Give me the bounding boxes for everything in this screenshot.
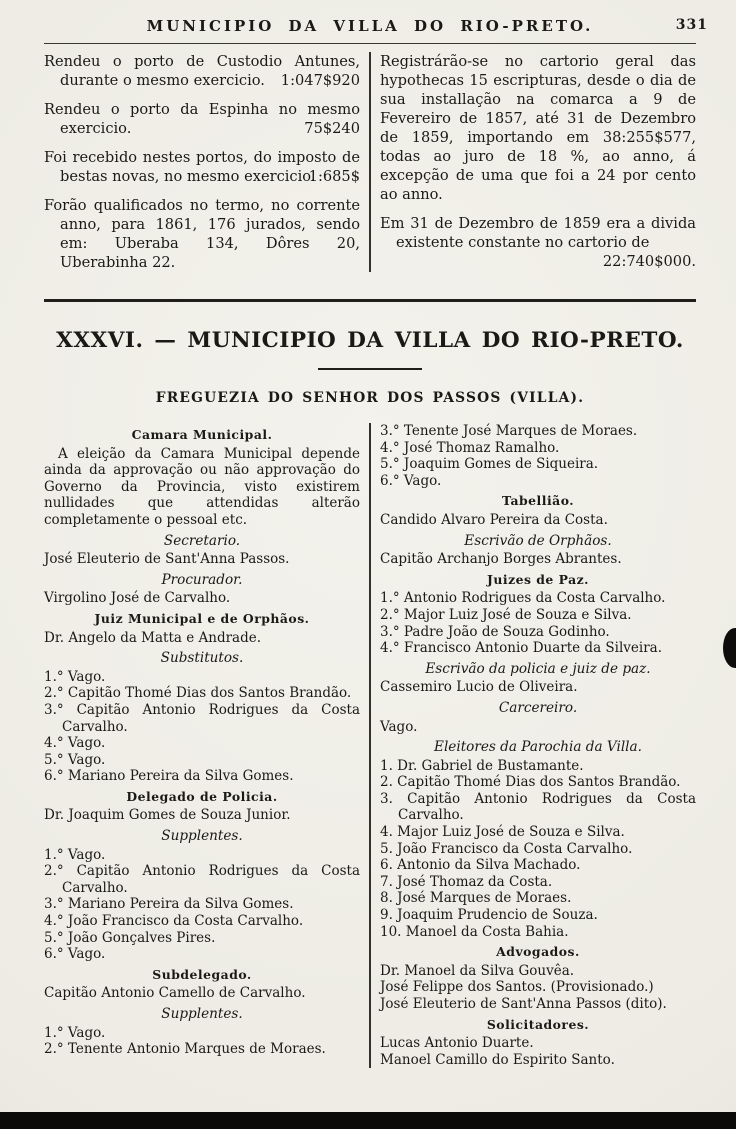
paragraph-text: Registrárão-se no cartorio geral das hypothecas 15 escripturas, desde o dia de sua installação na comarca a 9 de Fevereiro de 1857, até 31 de Dezembro de 1859, importando em 38:255$577, todas ao juro de 18 %, ao anno, á excepção de uma que foi a 24 por cento ao anno.	[380, 53, 696, 203]
top-paragraph	[44, 196, 360, 272]
header-rule	[44, 43, 696, 44]
entry-line: 4.° Vago.	[44, 735, 106, 752]
amount-value: 75$240	[304, 120, 360, 137]
entry-line: 3.° Mariano Pereira da Silva Gomes.	[44, 896, 294, 913]
entry-line: 7. José Thomaz da Costa.	[380, 873, 553, 890]
amount-value: 1:685$	[308, 168, 360, 185]
entry-line: Candido Alvaro Pereira da Costa.	[380, 511, 608, 528]
column-heading-bold: Juiz Municipal e de Orphãos.	[94, 610, 310, 626]
entry-line: 6. Antonio da Silva Machado.	[380, 857, 581, 874]
entry-line: Vago.	[380, 718, 418, 735]
scan-artifact-bottom-edge	[0, 1112, 736, 1129]
entry-line: 8. José Marques de Moraes.	[380, 890, 572, 907]
column-heading-bold: Camara Municipal.	[131, 427, 273, 442]
paragraph: A eleição da Camara Municipal depende ainda da approvação ou não approvação do Governo da Provincia, visto existirem nullidades que attendidas alterão completamente o pessoal etc.	[44, 445, 360, 528]
page-number: 331	[675, 17, 708, 33]
entry-line: 4.° Francisco Antonio Duarte da Silveira.	[380, 640, 663, 657]
top-paragraph	[380, 214, 696, 270]
amount-value: 1:047$920	[280, 72, 360, 89]
entry-line: 5.° Vago.	[44, 751, 106, 768]
entry-line: 2.° Capitão Thomé Dias dos Santos Brandão.	[44, 685, 352, 702]
column-divider	[369, 423, 371, 1068]
entry-line: 3.° Tenente José Marques de Moraes.	[380, 423, 638, 439]
section-divider-rule	[44, 299, 696, 302]
running-header	[44, 16, 708, 36]
entry-line: 9. Joaquim Prudencio de Souza.	[380, 907, 598, 924]
column-heading-bold: Subdelegado.	[152, 966, 252, 982]
scan-artifact-binding-mark	[723, 628, 736, 668]
column-heading-bold: Advogados.	[496, 944, 580, 960]
main-section	[44, 423, 696, 1068]
entry-line: 2. Capitão Thomé Dias dos Santos Brandão.	[380, 774, 681, 791]
entry-line: Lucas Antonio Duarte.	[380, 1035, 534, 1052]
column-heading-bold: Delegado de Policia.	[126, 788, 278, 804]
top-paragraph	[44, 52, 360, 90]
entry-line: 2.° Major Luiz José de Souza e Silva.	[380, 606, 632, 623]
entry-line: 6.° Vago.	[380, 472, 442, 489]
section-subtitle: FREGUEZIA DO SENHOR DOS PASSOS (VILLA).	[155, 390, 585, 406]
header-title: MUNICIPIO DA VILLA DO RIO-PRETO.	[146, 17, 594, 35]
paragraph-text: Em 31 de Dezembro de 1859 era a divida existente constante no cartorio de	[380, 215, 696, 251]
entry-line: Capitão Archanjo Borges Abrantes.	[380, 551, 622, 568]
title-rule	[318, 368, 422, 370]
column-heading-italic: Supplentes.	[161, 828, 243, 845]
entry-line: 6.° Mariano Pereira da Silva Gomes.	[44, 768, 294, 785]
column-divider	[369, 52, 371, 272]
top-right-column	[380, 52, 696, 272]
column-heading-bold: Solicitadores.	[486, 1016, 590, 1032]
entry-line: José Felippe dos Santos. (Provisionado.)	[380, 979, 654, 996]
top-paragraph	[380, 52, 696, 204]
entry-line: 4.° João Francisco da Costa Carvalho.	[44, 913, 304, 930]
entry-line: Cassemiro Lucio de Oliveira.	[380, 679, 578, 696]
entry-line: Capitão Antonio Camello de Carvalho.	[44, 985, 306, 1002]
entry-line: José Eleuterio de Sant'Anna Passos (dito).	[380, 996, 667, 1012]
entry-line: 5.° Joaquim Gomes de Siqueira.	[380, 456, 599, 473]
column-heading-italic: Carcereiro.	[498, 699, 578, 716]
paragraph-text: Rendeu o porto da Espinha no mesmo exercicio.	[44, 101, 360, 137]
entry-line: 3. Capitão Antonio Rodrigues da Costa Carvalho.	[380, 790, 696, 824]
column-heading-italic: Substitutos.	[160, 650, 244, 667]
entry-line: Dr. Manoel da Silva Gouvêa.	[380, 962, 575, 979]
entry-line: 1. Dr. Gabriel de Bustamante.	[380, 757, 584, 774]
entry-line: Virgolino José de Carvalho.	[44, 590, 231, 607]
column-heading-italic: Escrivão de Orphãos.	[464, 532, 612, 549]
entry-line: 1.° Vago.	[44, 846, 106, 863]
amount-value: 22:740$000.	[602, 253, 696, 270]
entry-line: 3.° Capitão Antonio Rodrigues da Costa Carvalho.	[44, 701, 360, 735]
entry-line: 3.° Padre João de Souza Godinho.	[380, 623, 610, 640]
entry-line: 4. Major Luiz José de Souza e Silva.	[380, 824, 625, 841]
entry-line: José Eleuterio de Sant'Anna Passos.	[44, 551, 290, 568]
entry-line: 1.° Antonio Rodrigues da Costa Carvalho.	[380, 590, 666, 607]
top-paragraph	[44, 148, 360, 186]
entry-line: Dr. Angelo da Matta e Andrade.	[44, 629, 262, 646]
entry-line: 2.° Tenente Antonio Marques de Moraes.	[44, 1041, 326, 1058]
main-left-column	[44, 423, 360, 1068]
column-heading-italic: Eleitores da Parochia da Villa.	[434, 739, 642, 756]
column-heading-italic: Escrivão da policia e juiz de paz.	[425, 660, 651, 677]
entry-line: 10. Manoel da Costa Bahia.	[380, 923, 569, 940]
entry-line: 6.° Vago.	[44, 946, 106, 963]
entry-line: 1.° Vago.	[44, 1024, 106, 1041]
entry-line: 4.° José Thomaz Ramalho.	[380, 439, 560, 456]
top-paragraph	[44, 100, 360, 138]
paragraph-text: Foi recebido nestes portos, do imposto de bestas novas, no mesmo exercicio.	[44, 149, 360, 185]
top-section	[44, 52, 696, 272]
column-heading-italic: Secretario.	[163, 532, 241, 549]
paragraph-text: Rendeu o porto de Custodio Antunes, durante o mesmo exercicio.	[44, 53, 360, 89]
entry-line: 5. João Francisco da Costa Carvalho.	[380, 840, 633, 857]
column-heading-bold: Juizes de Paz.	[486, 571, 589, 587]
paragraph-text: Forão qualificados no termo, no corrente anno, para 1861, 176 jurados, sendo em: Uberaba 134, Dôres 20, Uberabinha 22.	[44, 197, 360, 271]
main-right-column	[380, 423, 696, 1068]
entry-line: 5.° João Gonçalves Pires.	[44, 929, 216, 946]
entry-line: 2.° Capitão Antonio Rodrigues da Costa Carvalho.	[44, 863, 360, 896]
entry-line: Manoel Camillo do Espirito Santo.	[380, 1051, 615, 1068]
entry-line: Dr. Joaquim Gomes de Souza Junior.	[44, 807, 291, 824]
top-left-column	[44, 52, 360, 272]
entry-line: 1.° Vago.	[44, 668, 106, 685]
column-heading-bold: Tabellião.	[501, 493, 575, 509]
section-title: XXXVI. — MUNICIPIO DA VILLA DO RIO-PRETO.	[56, 328, 684, 353]
column-heading-italic: Procurador.	[161, 571, 243, 588]
column-heading-italic: Supplentes.	[161, 1006, 243, 1022]
